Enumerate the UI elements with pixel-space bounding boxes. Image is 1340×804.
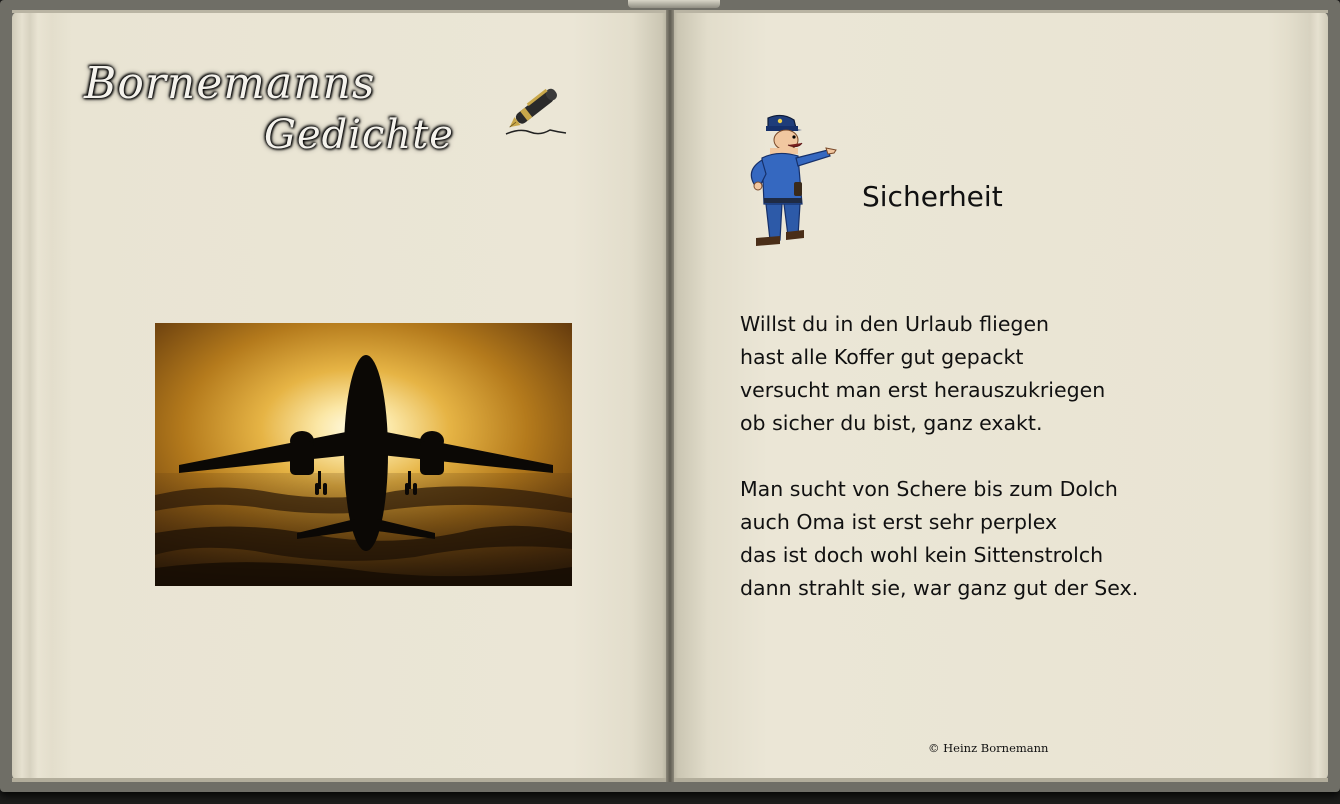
poem-line: dann strahlt sie, war ganz gut der Sex. xyxy=(740,576,1139,600)
poem-line: auch Oma ist erst sehr perplex xyxy=(740,510,1058,534)
book-spine xyxy=(666,10,674,782)
poem-line: versucht man erst herauszukriegen xyxy=(740,378,1106,402)
poem-stanza-2 xyxy=(740,473,1138,605)
book-clasp xyxy=(628,0,720,8)
police-officer-icon xyxy=(738,112,838,252)
poem-line: Willst du in den Urlaub fliegen xyxy=(740,312,1050,336)
logo-title-line2: Gedichte xyxy=(264,112,454,158)
site-logo[interactable] xyxy=(80,58,480,168)
poem-title: Sicherheit xyxy=(862,180,1003,213)
poem-line: ob sicher du bist, ganz exakt. xyxy=(740,411,1043,435)
poem-line: Man sucht von Schere bis zum Dolch xyxy=(740,477,1118,501)
copyright-notice: © Heinz Bornemann xyxy=(928,741,1049,755)
fountain-pen-icon xyxy=(500,72,576,138)
airplane-sunset-image xyxy=(155,323,572,586)
poem-line: das ist doch wohl kein Sittenstrolch xyxy=(740,543,1104,567)
poem-line: hast alle Koffer gut gepackt xyxy=(740,345,1024,369)
poem-stanza-1 xyxy=(740,308,1105,440)
logo-title-line1: Bornemanns xyxy=(84,58,376,109)
